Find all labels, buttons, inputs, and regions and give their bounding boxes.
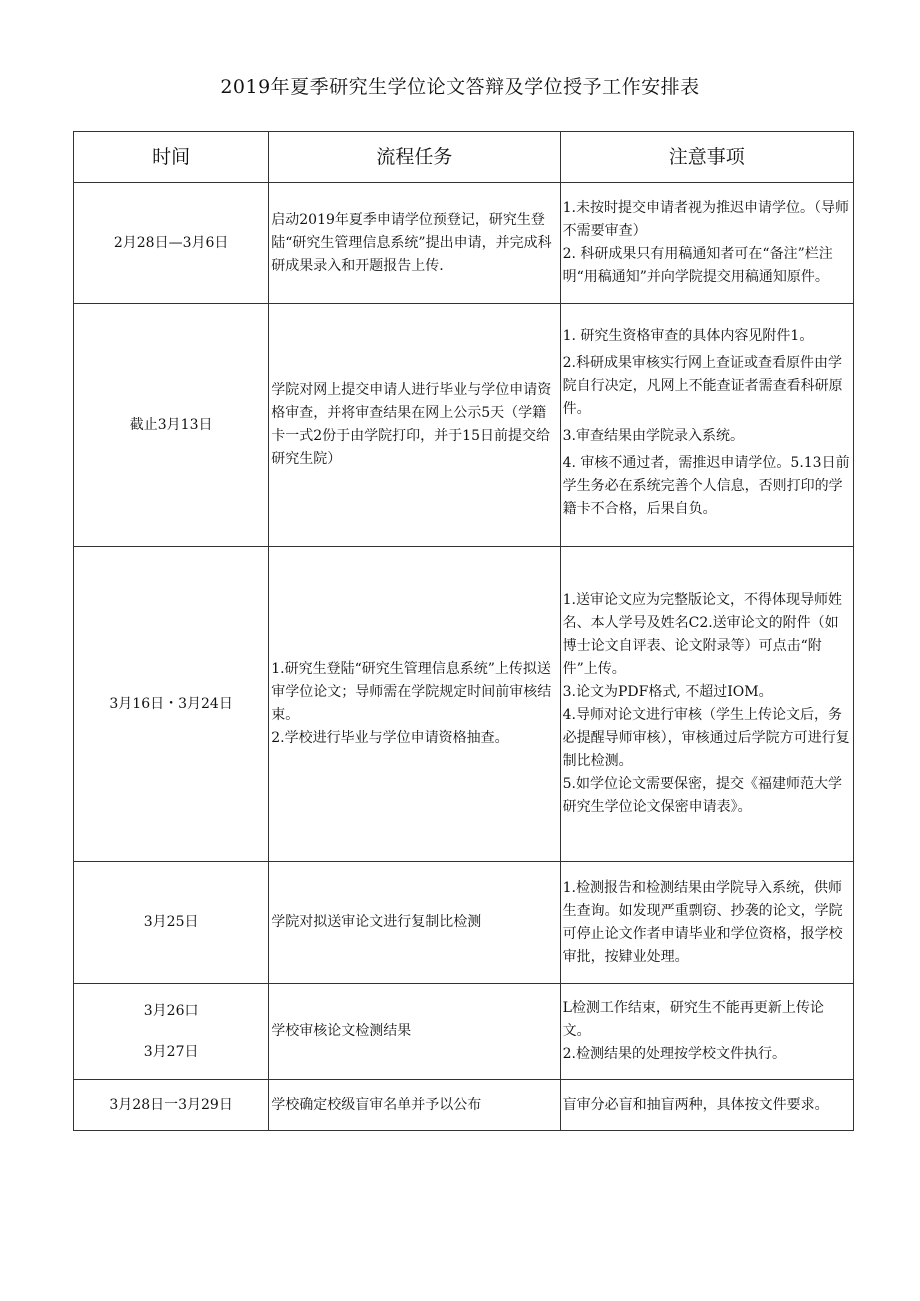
table-row [74, 183, 854, 304]
task-cell [269, 1080, 560, 1131]
task-cell [269, 304, 560, 547]
note-item: 4.导师对论文进行审核（学生上传论文后，务必提醒导师审核），审核通过后学院方可进行复制比检测。 [562, 707, 850, 769]
task-text: 学校确定校级盲审名单并予以公布 [271, 1096, 482, 1113]
note-item: 2.检测结果的处理按学校文件执行。 [562, 1046, 786, 1062]
table-row [74, 862, 854, 984]
time-text: 3月25日 [143, 914, 199, 930]
time-cell [74, 984, 269, 1080]
header-notes: 注意事项 [560, 132, 853, 183]
table-row [74, 984, 854, 1080]
note-item: 盲审分必盲和抽盲两种，具体按文件要求。 [562, 1096, 829, 1113]
note-item: 1.检测报告和检测结果由学院导入系统，供师生查询。如发现严重剽窃、抄袭的论文，学院可停止论文作者申请毕业和学位资格，报学校审批，按肄业处理。 [562, 879, 843, 965]
time-cell [74, 547, 269, 862]
time-cell [74, 1080, 269, 1131]
time-cell [74, 183, 269, 304]
notes-cell [560, 304, 853, 547]
header-task: 流程任务 [269, 132, 560, 183]
time-text: 2月28日—3月6日 [113, 234, 229, 251]
page-title: 2019年夏季研究生学位论文答辩及学位授予工作安排表 [220, 76, 700, 98]
time-text: 3月27日 [143, 1043, 199, 1060]
schedule-table [73, 131, 854, 1131]
notes-cell [560, 984, 853, 1080]
task-cell [269, 547, 560, 862]
note-item: 5.如学位论文需要保密，提交《福建师范大学研究生学位论文保密申请表》。 [562, 776, 842, 815]
task-text: 启动2019年夏季申请学位预登记，研究生登陆“研究生管理信息系统”提出申请，并完成科研成果录入和开题报告上传. [271, 211, 552, 274]
time-text: 3月16日・3月24日 [109, 695, 233, 712]
notes-cell [560, 183, 853, 304]
note-item: 2.科研成果审核实行网上查证或查看原件由学院自行决定，凡网上不能查证者需查看科研原件。 [562, 355, 843, 417]
table-row [74, 547, 854, 862]
header-row [74, 132, 854, 183]
note-item: 3.论文为PDF格式, 不超过IOM。 [562, 684, 773, 700]
note-item: 1.未按时提交申请者视为推迟申请学位。（导师不需要审查） [562, 200, 849, 239]
time-cell [74, 304, 269, 547]
task-cell [269, 183, 560, 304]
note-item: 2. 科研成果只有用稿通知者可在“备注”栏注明“用稿通知”并向学院提交用稿通知原件。 [562, 246, 833, 285]
time-text: 3月26口 [143, 1002, 199, 1019]
note-item: 3.审查结果由学院录入系统。 [562, 428, 744, 444]
header-time: 时间 [74, 132, 269, 183]
time-cell [74, 862, 269, 984]
note-item: 4. 审核不通过者，需推迟申请学位。5.13日前学生务必在系统完善个人信息，否则打印的学籍卡不合格，后果自负。 [562, 455, 850, 517]
task-text: 1.研究生登陆“研究生管理信息系统”上传拟送审学位论文；导师需在学院规定时间前审核结束。 [271, 661, 552, 723]
task-cell [269, 862, 560, 984]
table-row [74, 304, 854, 547]
table-row [74, 1080, 854, 1131]
task-text: 2.学校进行毕业与学位申请资格抽查。 [271, 730, 509, 746]
task-text: 学院对网上提交申请人进行毕业与学位申请资格审查，并将审查结果在网上公示5天（学籍卡一式2份于由学院打印，并于15日前提交给研究生院） [271, 382, 552, 467]
task-text: 学校审核论文检测结果 [271, 1023, 412, 1039]
notes-cell [560, 862, 853, 984]
note-item: 1.送审论文应为完整版论文，不得体现导师姓名、本人学号及姓名C2.送审论文的附件（如博士论文自评表、论文附录等）可点击“附件”上传。 [562, 592, 842, 677]
time-text: 截止3月13日 [129, 416, 213, 433]
time-text: 3月28日一3月29日 [109, 1096, 233, 1113]
note-item: L检测工作结束，研究生不能再更新上传论文。 [562, 1000, 824, 1039]
note-item: 1. 研究生资格审查的具体内容见附件1。 [562, 328, 814, 344]
notes-cell [560, 1080, 853, 1131]
notes-cell [560, 547, 853, 862]
task-text: 学院对拟送审论文进行复制比检测 [271, 914, 482, 930]
task-cell [269, 984, 560, 1080]
